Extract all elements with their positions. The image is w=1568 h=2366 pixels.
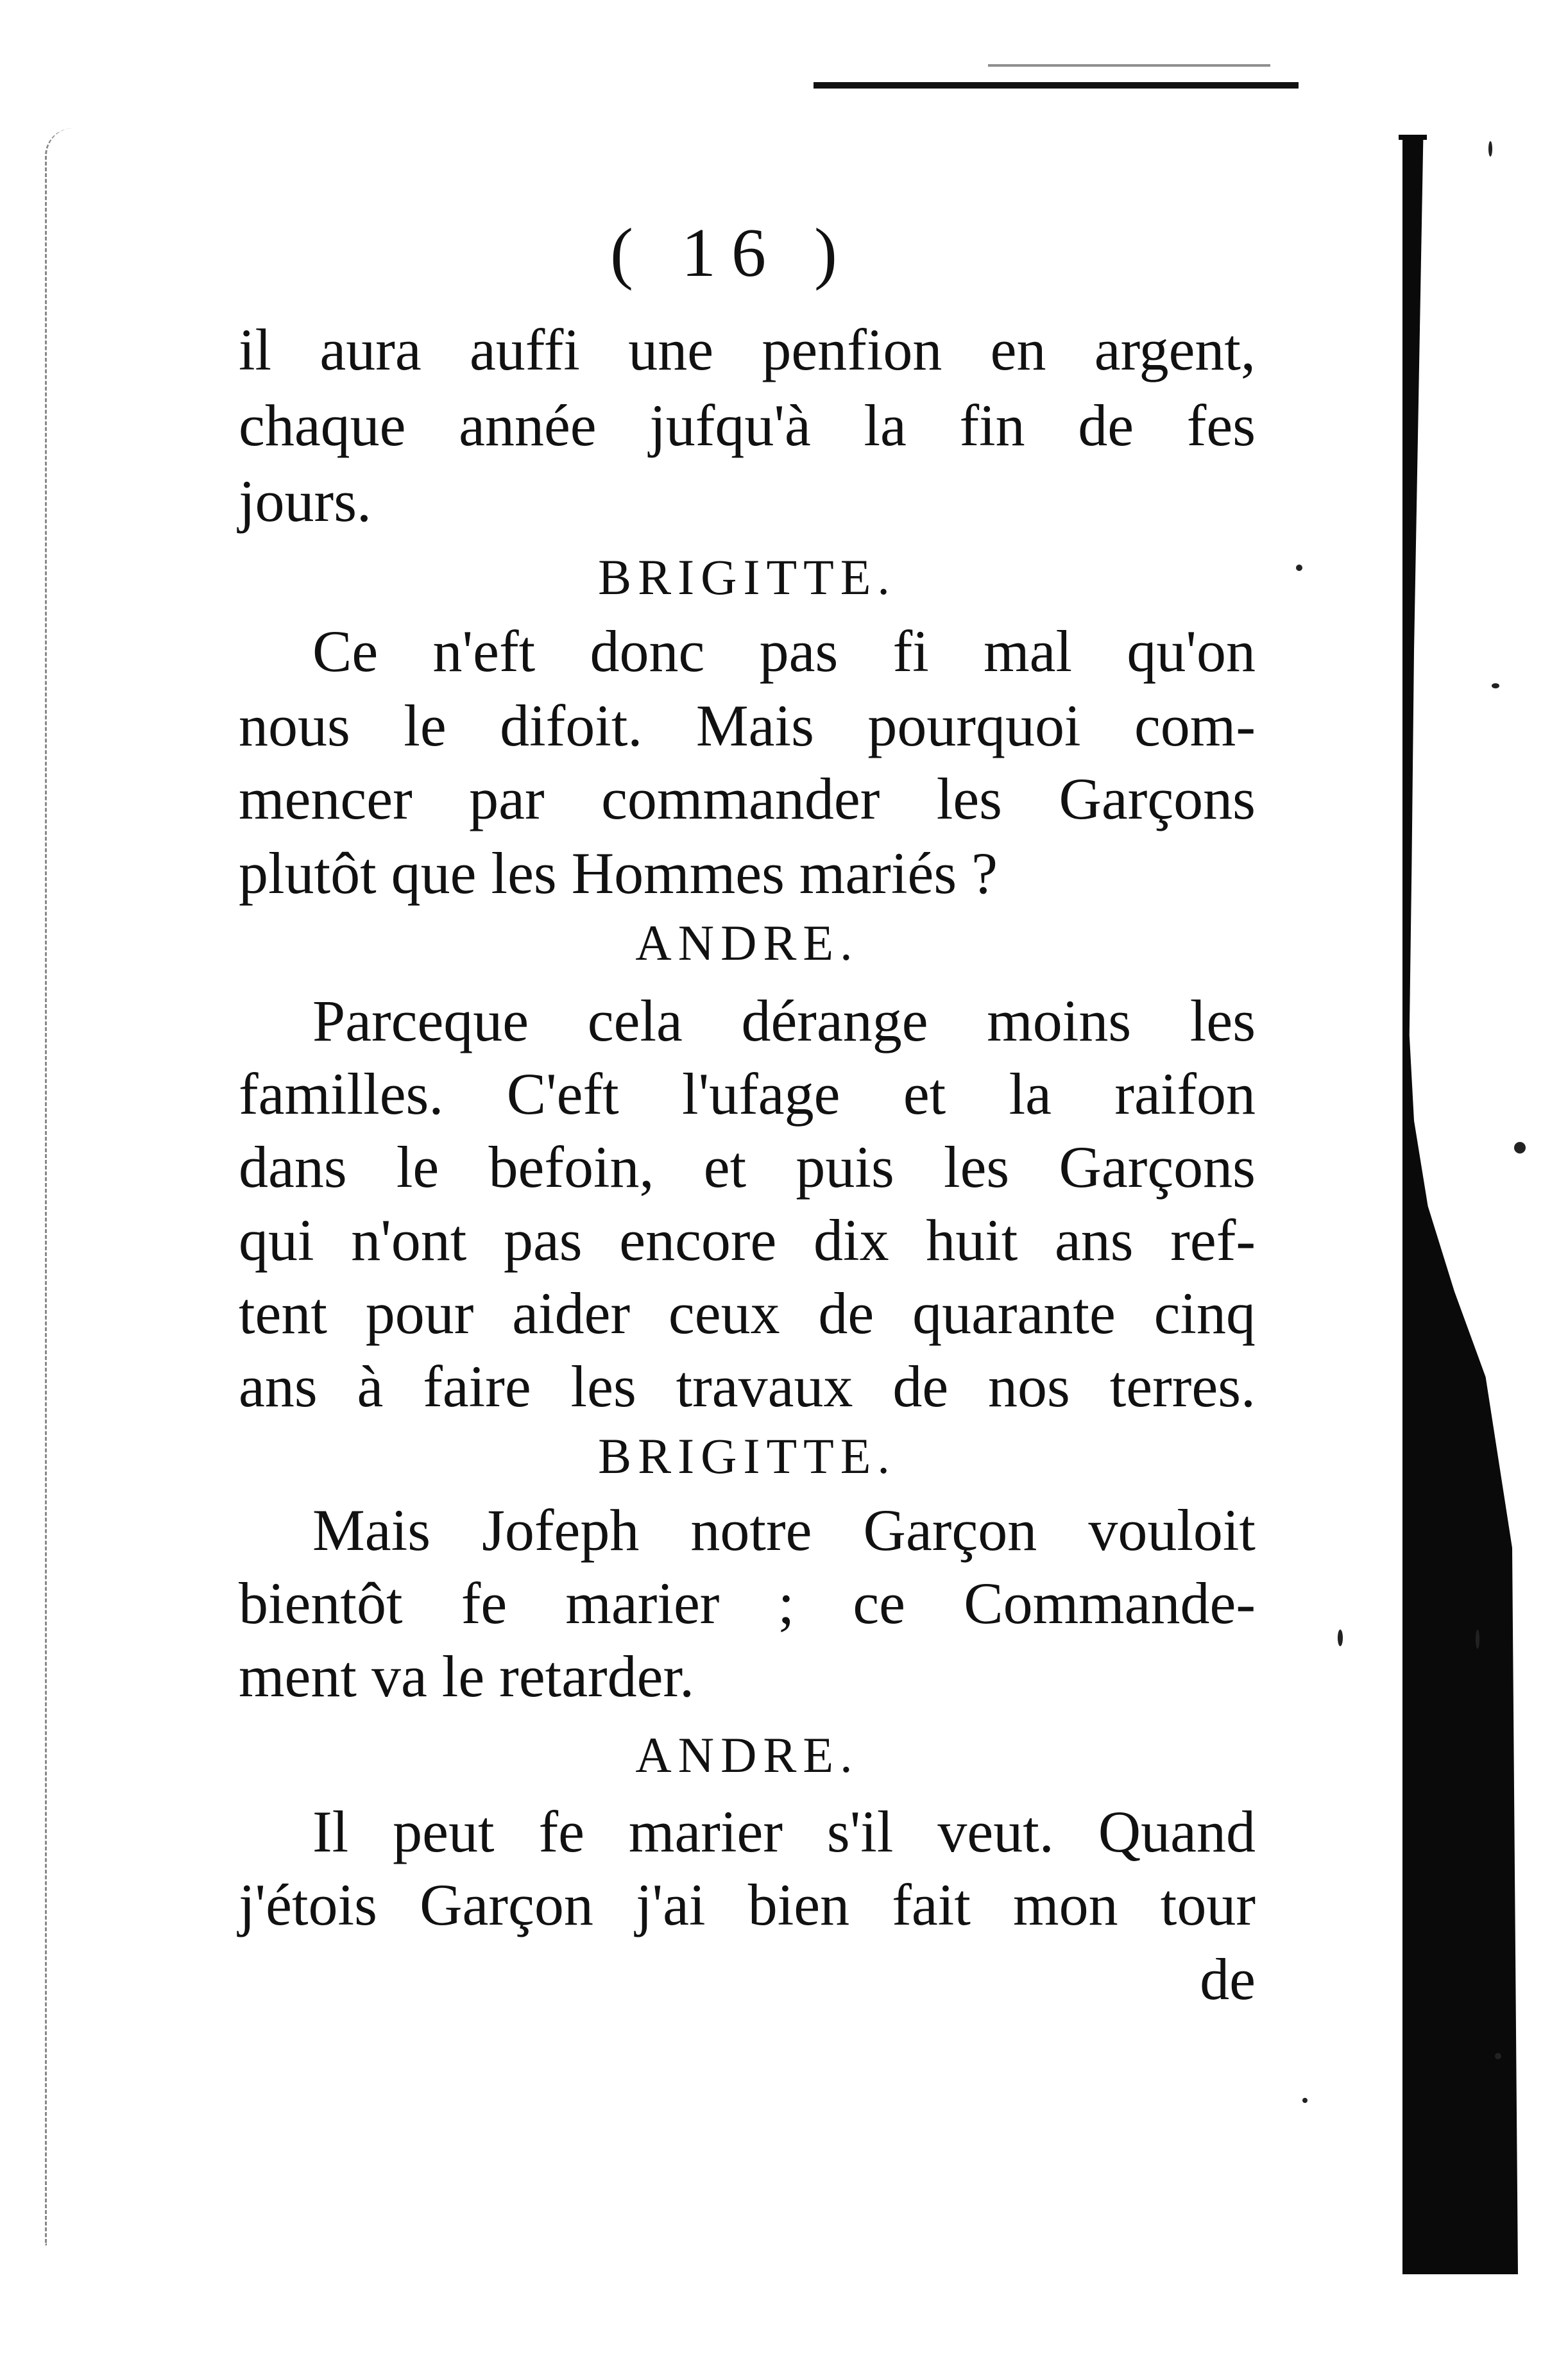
scan-speck	[1302, 2098, 1308, 2103]
text-line: nous le difoit. Mais pourquoi com-	[239, 693, 1256, 758]
text-line: jours.	[239, 468, 371, 534]
scan-speck	[1296, 565, 1302, 571]
scan-speck	[1495, 2053, 1501, 2059]
scan-speck	[1492, 683, 1499, 688]
text-line: plutôt que les Hommes mariés ?	[239, 840, 998, 906]
text-line: j'étois Garçon j'ai bien fait mon tour	[239, 1872, 1256, 1937]
top-rule	[814, 82, 1299, 89]
scan-speck	[1338, 1630, 1343, 1646]
text-line: ment va le retarder.	[239, 1644, 695, 1709]
text-line: Parceque cela dérange moins les	[312, 988, 1256, 1053]
text-line: dans le befoin, et puis les Garçons	[239, 1134, 1256, 1200]
top-rule-faint	[988, 64, 1270, 67]
text-line: tent pour aider ceux de quarante cinq	[239, 1281, 1256, 1346]
text-line: Il peut fe marier s'il veut. Quand	[312, 1799, 1256, 1864]
page-number: ( 16 )	[610, 215, 853, 291]
page-left-edge	[45, 128, 72, 2245]
speaker-name: ANDRE.	[635, 915, 859, 971]
speaker-name: ANDRE.	[635, 1727, 859, 1783]
text-line: ans à faire les travaux de nos terres.	[239, 1354, 1256, 1419]
text-line: chaque année jufqu'à la fin de fes	[239, 393, 1256, 458]
text-line: mencer par commander les Garçons	[239, 766, 1256, 831]
speaker-name: BRIGITTE.	[598, 549, 896, 605]
text-line: bientôt fe marier ; ce Commande-	[239, 1570, 1256, 1636]
speaker-name: BRIGITTE.	[598, 1428, 896, 1484]
text-line: qui n'ont pas encore dix huit ans ref-	[239, 1207, 1256, 1273]
scan-speck	[1514, 1142, 1526, 1153]
text-line: de	[1200, 1946, 1256, 2012]
scan-speck	[1488, 141, 1492, 157]
text-line: Mais Jofeph notre Garçon vouloit	[312, 1497, 1256, 1563]
text-line: familles. C'eft l'ufage et la raifon	[239, 1061, 1256, 1127]
text-line: Ce n'eft donc pas fi mal qu'on	[312, 618, 1256, 684]
scan-speck	[1476, 1630, 1479, 1649]
right-margin-shadow	[1402, 138, 1518, 2274]
text-line: il aura auffi une penfion en argent,	[239, 317, 1256, 382]
